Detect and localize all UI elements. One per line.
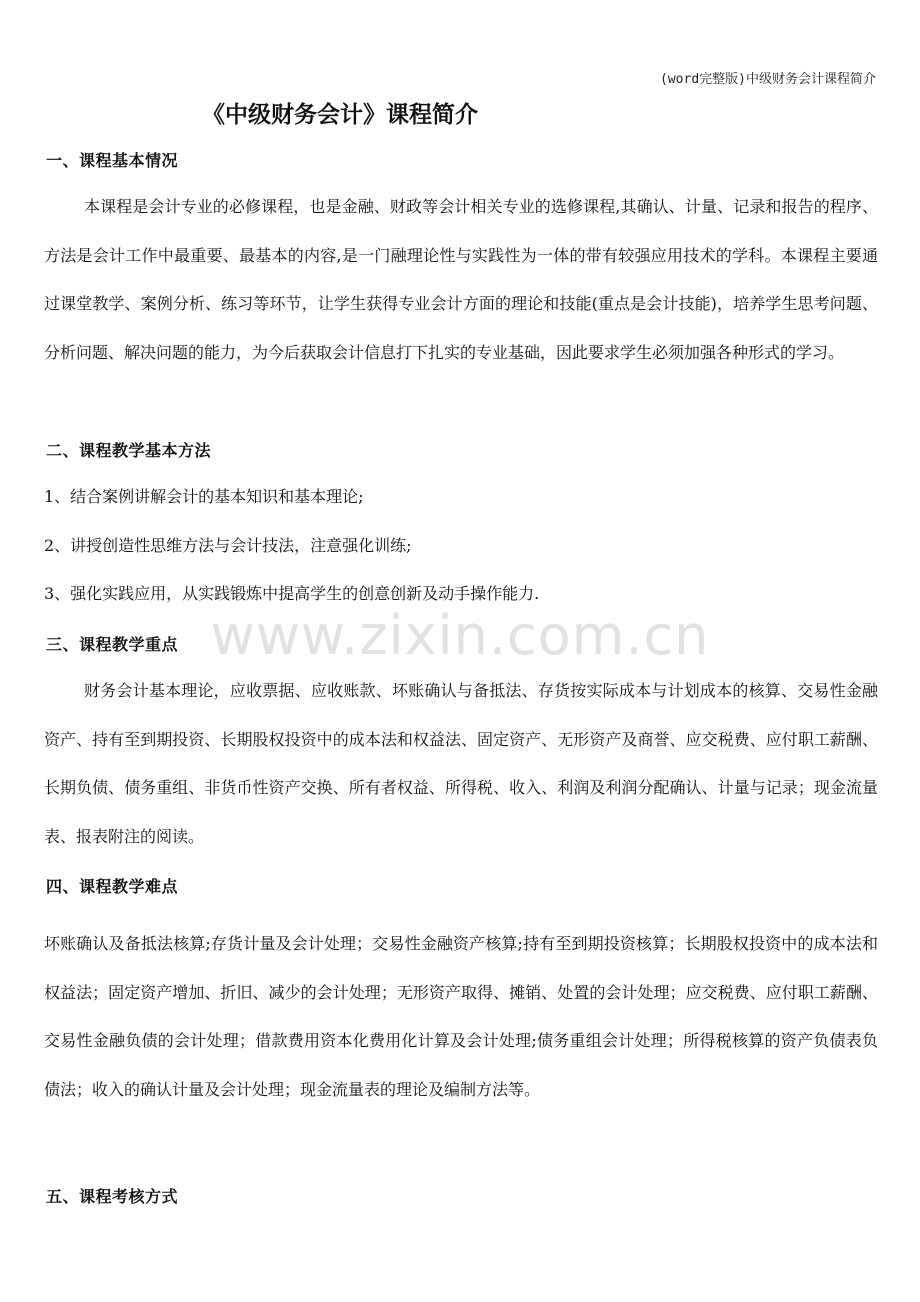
method-item-1: 1、结合案例讲解会计的基本知识和基本理论; xyxy=(44,487,364,506)
section-3-paragraph: 财务会计基本理论，应收票据、应收账款、坏账确认与备抵法、存货按实际成本与计划成本的核算、交易性金融资产、持有至到期投资、长期股权投资中的成本法和权益法、固定资产、无形资产及商誉、应交税费、应付职工薪酬、长期负债、债务重组、非货币性资产交换、所有者权益、所得税、收入、利润及利润分配确认、计量与记录；现金流量表、报表附注的阅读。 xyxy=(44,681,878,846)
section-1-paragraph: 本课程是会计专业的必修课程，也是金融、财政等会计相关专业的选修课程,其确认、计量、记录和报告的程序、方法是会计工作中最重要、最基本的内容,是一门融理论性与实践性为一体的带有较强应用技术的学科。本课程主要通过课堂教学、案例分析、练习等环节，让学生获得专业会计方面的理论和技能(重点是会计技能)，培养学生思考问题、分析问题、解决问题的能力，为今后获取会计信息打下扎实的专业基础，因此要求学生必须加强各种形式的学习。 xyxy=(44,197,878,362)
section-heading-3: 三、课程教学重点 xyxy=(46,635,179,654)
section-heading-5: 五、课程考核方式 xyxy=(46,1187,179,1206)
document-title: 《中级财务会计》课程简介 xyxy=(202,102,478,128)
section-heading-2: 二、课程教学基本方法 xyxy=(46,441,212,460)
watermark: www.zixin.com.cn xyxy=(210,604,710,667)
running-header: (word完整版)中级财务会计课程简介 xyxy=(660,72,876,87)
method-item-2: 2、讲授创造性思维方法与会计技法，注意强化训练; xyxy=(44,536,412,555)
section-4-paragraph: 坏账确认及备抵法核算;存货计量及会计处理；交易性金融资产核算;持有至到期投资核算；长期股权投资中的成本法和权益法；固定资产增加、折旧、减少的会计处理；无形资产取得、摊销、处置的会计处理；应交税费、应付职工薪酬、交易性金融负债的会计处理；借款费用资本化费用化计算及会计处理;债务重组会计处理；所得税核算的资产负债表负债法；收入的确认计量及会计处理；现金流量表的理论及编制方法等。 xyxy=(44,934,878,1099)
section-heading-4: 四、课程教学难点 xyxy=(46,877,179,896)
method-item-3: 3、强化实践应用，从实践锻炼中提高学生的创意创新及动手操作能力. xyxy=(44,584,540,603)
section-heading-1: 一、课程基本情况 xyxy=(46,151,179,170)
